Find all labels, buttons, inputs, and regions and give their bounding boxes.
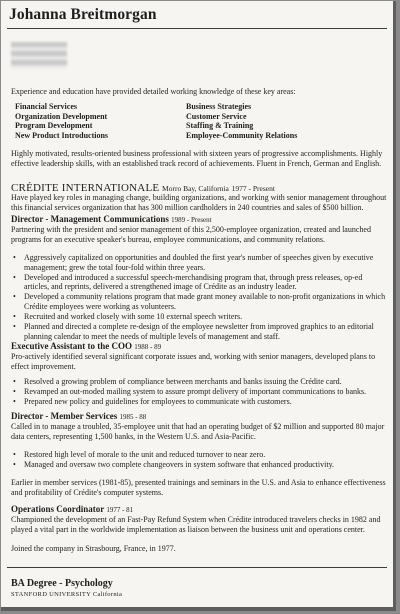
bullet-item: • Revamped an out-moded mailing system to assure prompt delivery of important communications to banks. (11, 387, 387, 397)
role-note: Joined the company in Strasbourg, France, in 1977. (11, 544, 176, 553)
key-areas-left (15, 102, 108, 140)
school-location: California (92, 591, 123, 598)
key-area: Business Strategies (186, 102, 252, 111)
role-description: Called in to manage a troubled, 35-employee unit that had an operating budget of $2 million and supported 80 major data centers, representing 1,500 banks, in the Western U.S. and Asia-Pacific. (11, 422, 385, 441)
bullet-item: • Restored high level of morale to the unit and reduced turnover to near zero. (11, 450, 387, 460)
key-area: Financial Services (15, 102, 77, 111)
role-title-text: Director - Member Services (11, 411, 118, 421)
education-school (11, 591, 122, 598)
key-area: New Product Introductions (15, 130, 109, 140)
company-description: Have played key roles in managing change, building organizations, and working with senior management throughout this financial services organization that has 300 million cardholders in 240 countries and sales of $500 billion. (11, 193, 387, 212)
role-title (11, 214, 212, 224)
education-divider (7, 567, 387, 568)
key-area: Organization Development (15, 111, 108, 121)
summary-text: Highly motivated, results-oriented business professional with sixteen years of progressive accomplishments. Highly effective leadership skills, with an established track record of achievements. Fluent in French, German and English. (11, 149, 383, 168)
role-title (11, 341, 161, 351)
redacted-contact-info (11, 42, 67, 68)
role-bullets (11, 450, 387, 470)
bullet-item: • Prepared new policy and guidelines for employees to communicate with customers. (11, 397, 387, 407)
bullet-item: • Recruited and worked closely with some 10 external speech writers. (11, 312, 387, 322)
role-dates: 1985 - 88 (119, 413, 147, 421)
role-description: Partnering with the president and senior management of this 2,500-employee organization, created and launched programs for an executive speaker's bureau, employee communications, and community relations. (11, 225, 371, 244)
role-description: Championed the development of an Fast-Pay Refund System when Crédite introduced travelers checks in 1982 and played a vital part in the worldwide implementation as liaison between the business unit and operations center. (11, 515, 381, 534)
bullet-item: • Aggressively capitalized on opportunities and doubled the first year's number of speeches given by executive management; grew the total four-fold within three years. (11, 253, 387, 272)
bullet-item: • Developed and introduced a successful speech-merchandising program that, through press releases, op-ed articles, and reprints, delivered a strengthened image of Crédite as an industry leader. (11, 273, 387, 292)
role-bullets (11, 377, 387, 407)
role-dates: 1988 - 89 (134, 343, 162, 351)
role-dates: 1989 - Present (171, 216, 212, 224)
key-areas-right (186, 102, 297, 140)
role-note: Earlier in member services (1981-85), presented trainings and seminars in the U.S. and Asia to enhance effectiveness and profitability of Crédite's computer systems. (11, 478, 386, 497)
school-name: STANFORD UNIVERSITY (11, 591, 91, 598)
bullet-item: • Resolved a growing problem of compliance between merchants and banks issuing the Crédite card. (11, 377, 387, 387)
company-dates: 1977 - Present (231, 184, 275, 193)
role-title (11, 504, 133, 514)
education-degree: BA Degree - Psychology (11, 578, 113, 589)
company-location: Morro Bay, California (162, 184, 229, 193)
role-bullets (11, 253, 387, 342)
candidate-name: Johanna Breitmorgan (9, 6, 157, 23)
bullet-item: • Managed and oversaw two complete changeovers in system software that enhanced productivity. (11, 460, 387, 470)
intro-text: Experience and education have provided detailed working knowledge of these key areas: (11, 87, 296, 96)
role-dates: 1977 - 81 (106, 506, 134, 514)
header-divider (7, 28, 387, 29)
bullet-item: • Developed a community relations program that made grant money available to non-profit organizations in which Crédite employees were working as volunteers. (11, 292, 387, 311)
key-area: Customer Service (186, 111, 247, 121)
role-title-text: Operations Coordinator (11, 504, 105, 514)
key-area: Staffing & Training (186, 121, 254, 131)
company-name: CRÉDITE INTERNATIONALE (11, 182, 160, 194)
role-description: Pro-actively identified several significant corporate issues and, working with senior managers, developed plans to effect improvement. (11, 352, 376, 371)
role-title-text: Director - Management Communications (11, 214, 169, 224)
role-title-text: Executive Assistant to the COO (11, 341, 132, 351)
resume-page (1, 1, 396, 611)
key-area: Employee-Community Relations (186, 130, 298, 140)
key-area: Program Development (15, 121, 93, 131)
role-title (11, 411, 146, 421)
bullet-item: • Planned and directed a complete re-design of the employee newsletter from improved graphics to an editorial planning calendar to meet the needs of multiple levels of management and staff. (11, 322, 387, 341)
